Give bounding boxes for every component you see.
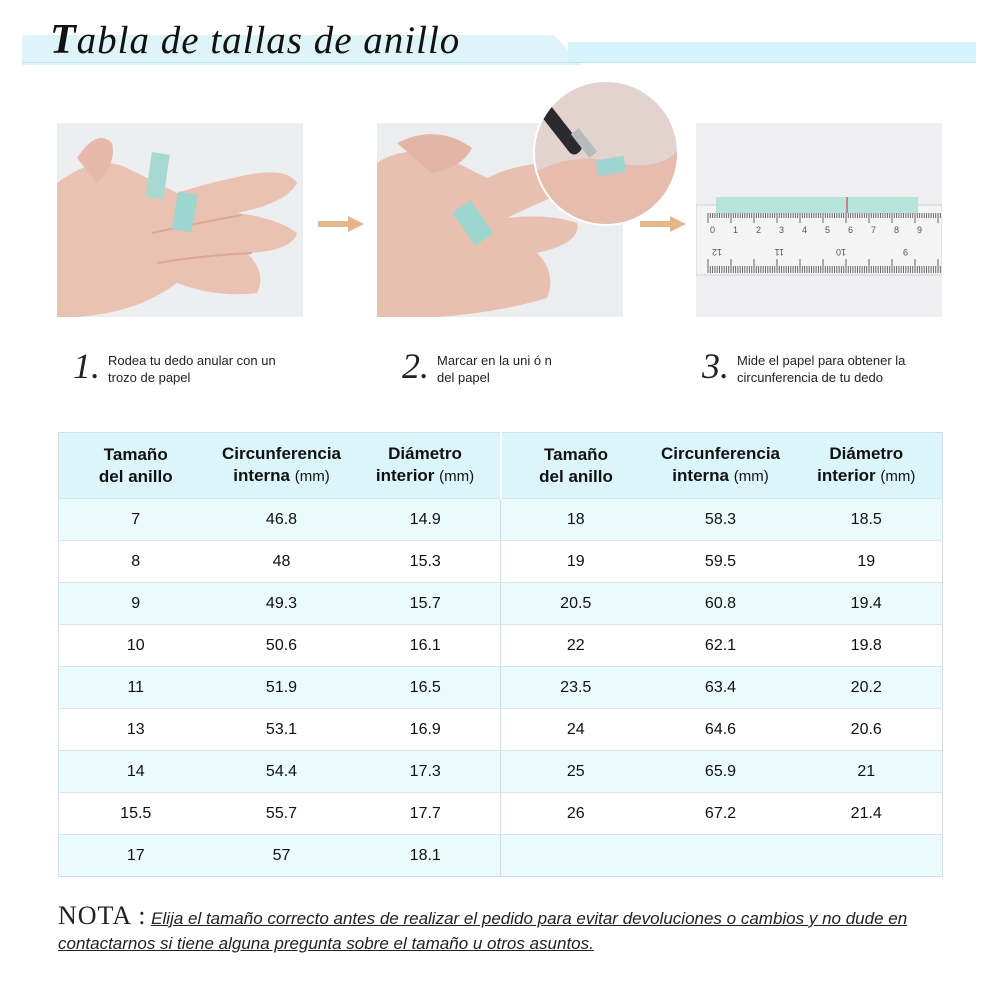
column-header xyxy=(651,433,791,499)
ruler-label: 1 xyxy=(733,225,739,235)
table-cell: 15.5 xyxy=(120,804,152,822)
table-cell: 7 xyxy=(131,510,141,528)
table-cell: 22 xyxy=(501,625,651,667)
table-cell xyxy=(791,835,943,877)
table-cell: 48 xyxy=(272,552,291,570)
ruler-measuring-illustration xyxy=(696,123,942,317)
table-cell: 19 xyxy=(501,541,651,583)
header-line-1: Tamaño xyxy=(103,444,168,464)
header-line-2: del anillo xyxy=(98,466,173,486)
table-cell: 16.9 xyxy=(409,720,441,738)
table-cell: 19 xyxy=(857,552,876,570)
table-cell: 62.1 xyxy=(704,636,737,654)
header-line-2: interna xyxy=(233,466,290,485)
ruler-label: 8 xyxy=(894,225,900,235)
column-header xyxy=(501,433,651,499)
table-cell: 21.4 xyxy=(850,804,882,822)
table-cell: 20.5 xyxy=(501,583,651,625)
table-cell: 21 xyxy=(857,762,876,780)
table-cell: 59.5 xyxy=(704,552,737,570)
step-2-number: 2. xyxy=(402,346,429,386)
table-cell: 16.5 xyxy=(409,678,441,696)
table-cell: 11 xyxy=(127,678,145,696)
table-cell: 53.1 xyxy=(265,720,298,738)
header-unit: (mm) xyxy=(439,468,475,485)
ruler-label: 9 xyxy=(917,225,923,235)
table-cell: 18.1 xyxy=(409,846,441,864)
header-line-1: Tamaño xyxy=(544,444,608,464)
table-cell: 51.9 xyxy=(265,678,298,696)
step-1-text: Rodea tu dedo anular con un trozo de papel xyxy=(108,353,276,385)
header-line-2: interior xyxy=(375,466,435,485)
title-banner-extension xyxy=(568,42,976,63)
step-2-zoom-inset xyxy=(533,80,679,226)
table-row xyxy=(59,583,943,625)
table-row xyxy=(59,625,943,667)
table-cell xyxy=(501,835,651,877)
table-cell: 20.2 xyxy=(850,678,882,696)
table-cell: 54.4 xyxy=(265,762,298,780)
step-3-text: Mide el papel para obtener la circunferencia de tu dedo xyxy=(737,353,906,385)
page-title: Tabla de tallas de anillo xyxy=(50,17,461,63)
table-cell: 23.5 xyxy=(501,667,651,709)
arrow-right-icon xyxy=(318,216,364,232)
table-cell: 25 xyxy=(501,751,651,793)
table-row xyxy=(59,793,943,835)
step-3-photo xyxy=(696,123,942,317)
table-cell: 10 xyxy=(126,636,145,654)
header-unit: (mm) xyxy=(294,468,330,485)
step-2-text: Marcar en la uni ó n del papel xyxy=(437,353,552,385)
table-cell: 50.6 xyxy=(265,636,298,654)
table-row xyxy=(59,499,943,541)
ring-size-table xyxy=(58,432,943,877)
table-cell: 18 xyxy=(501,499,651,541)
step-1-number: 1. xyxy=(73,346,100,386)
table-cell: 13 xyxy=(126,720,145,738)
table-cell: 14.9 xyxy=(409,510,441,528)
table-cell: 46.8 xyxy=(265,510,298,528)
table-cell: 58.3 xyxy=(704,510,737,528)
column-header xyxy=(351,433,501,499)
table-cell: 19.8 xyxy=(850,636,882,654)
ruler-label: 7 xyxy=(871,225,877,235)
header-line-1: Circunferencia xyxy=(660,444,781,463)
table-cell: 67.2 xyxy=(704,804,737,822)
header-line-1: Diámetro xyxy=(388,444,462,463)
table-cell: 15.3 xyxy=(409,552,441,570)
table-cell: 63.4 xyxy=(704,678,737,696)
column-header xyxy=(791,433,943,499)
table-cell: 57 xyxy=(272,846,291,864)
note-text: Elija el tamaño correcto antes de realizar el pedido para evitar devoluciones o cambios y no dude en contactarnos si tiene alguna pregunta sobre el tamaño u otros asuntos. xyxy=(58,909,908,953)
note-label: NOTA : xyxy=(58,901,147,930)
hand-with-paper-strip-illustration xyxy=(57,123,303,317)
table-cell: 18.5 xyxy=(850,510,882,528)
table-cell: 9 xyxy=(131,594,141,612)
table-cell: 64.6 xyxy=(704,720,737,738)
table-header-row xyxy=(59,433,943,499)
ruler-label: 4 xyxy=(802,225,808,235)
ruler-label: 5 xyxy=(825,225,831,235)
table-cell: 17 xyxy=(126,846,145,864)
table-cell: 26 xyxy=(501,793,651,835)
table-cell: 49.3 xyxy=(265,594,298,612)
table-cell xyxy=(651,835,791,877)
header-line-2: interna xyxy=(672,466,729,485)
column-header xyxy=(213,433,351,499)
table-cell: 65.9 xyxy=(704,762,737,780)
table-cell: 19.4 xyxy=(850,594,882,612)
table-cell: 17.3 xyxy=(409,762,441,780)
arrow-right-icon xyxy=(640,216,686,232)
ruler-label: 12 xyxy=(711,247,722,257)
table-cell: 20.6 xyxy=(850,720,882,738)
ruler-label: 2 xyxy=(756,225,762,235)
header-unit: (mm) xyxy=(733,468,769,485)
table-row xyxy=(59,541,943,583)
ruler-label: 6 xyxy=(848,225,854,235)
table-cell: 60.8 xyxy=(704,594,737,612)
table-row xyxy=(59,751,943,793)
pen-marking-detail-illustration xyxy=(535,82,677,224)
table-cell: 8 xyxy=(131,552,141,570)
table-row xyxy=(59,835,943,877)
header-line-2: del anillo xyxy=(539,466,613,486)
table-cell: 14 xyxy=(126,762,145,780)
table-cell: 17.7 xyxy=(409,804,441,822)
table-cell: 16.1 xyxy=(409,636,441,654)
ruler-label: 9 xyxy=(902,247,908,257)
order-note xyxy=(58,903,958,956)
table-row xyxy=(59,667,943,709)
column-header xyxy=(59,433,213,499)
ruler-label: 0 xyxy=(710,225,716,235)
header-line-1: Circunferencia xyxy=(221,444,342,463)
step-3-number: 3. xyxy=(702,346,729,386)
header-line-2: interior xyxy=(817,466,876,485)
ruler-label: 10 xyxy=(835,247,846,257)
table-row xyxy=(59,709,943,751)
table-cell: 55.7 xyxy=(265,804,298,822)
table-cell: 24 xyxy=(501,709,651,751)
header-line-1: Diámetro xyxy=(829,444,904,463)
table-cell: 15.7 xyxy=(409,594,441,612)
ruler-label: 11 xyxy=(774,247,784,257)
header-unit: (mm) xyxy=(880,468,916,485)
ruler-label: 3 xyxy=(779,225,785,235)
step-1-photo xyxy=(57,123,303,317)
